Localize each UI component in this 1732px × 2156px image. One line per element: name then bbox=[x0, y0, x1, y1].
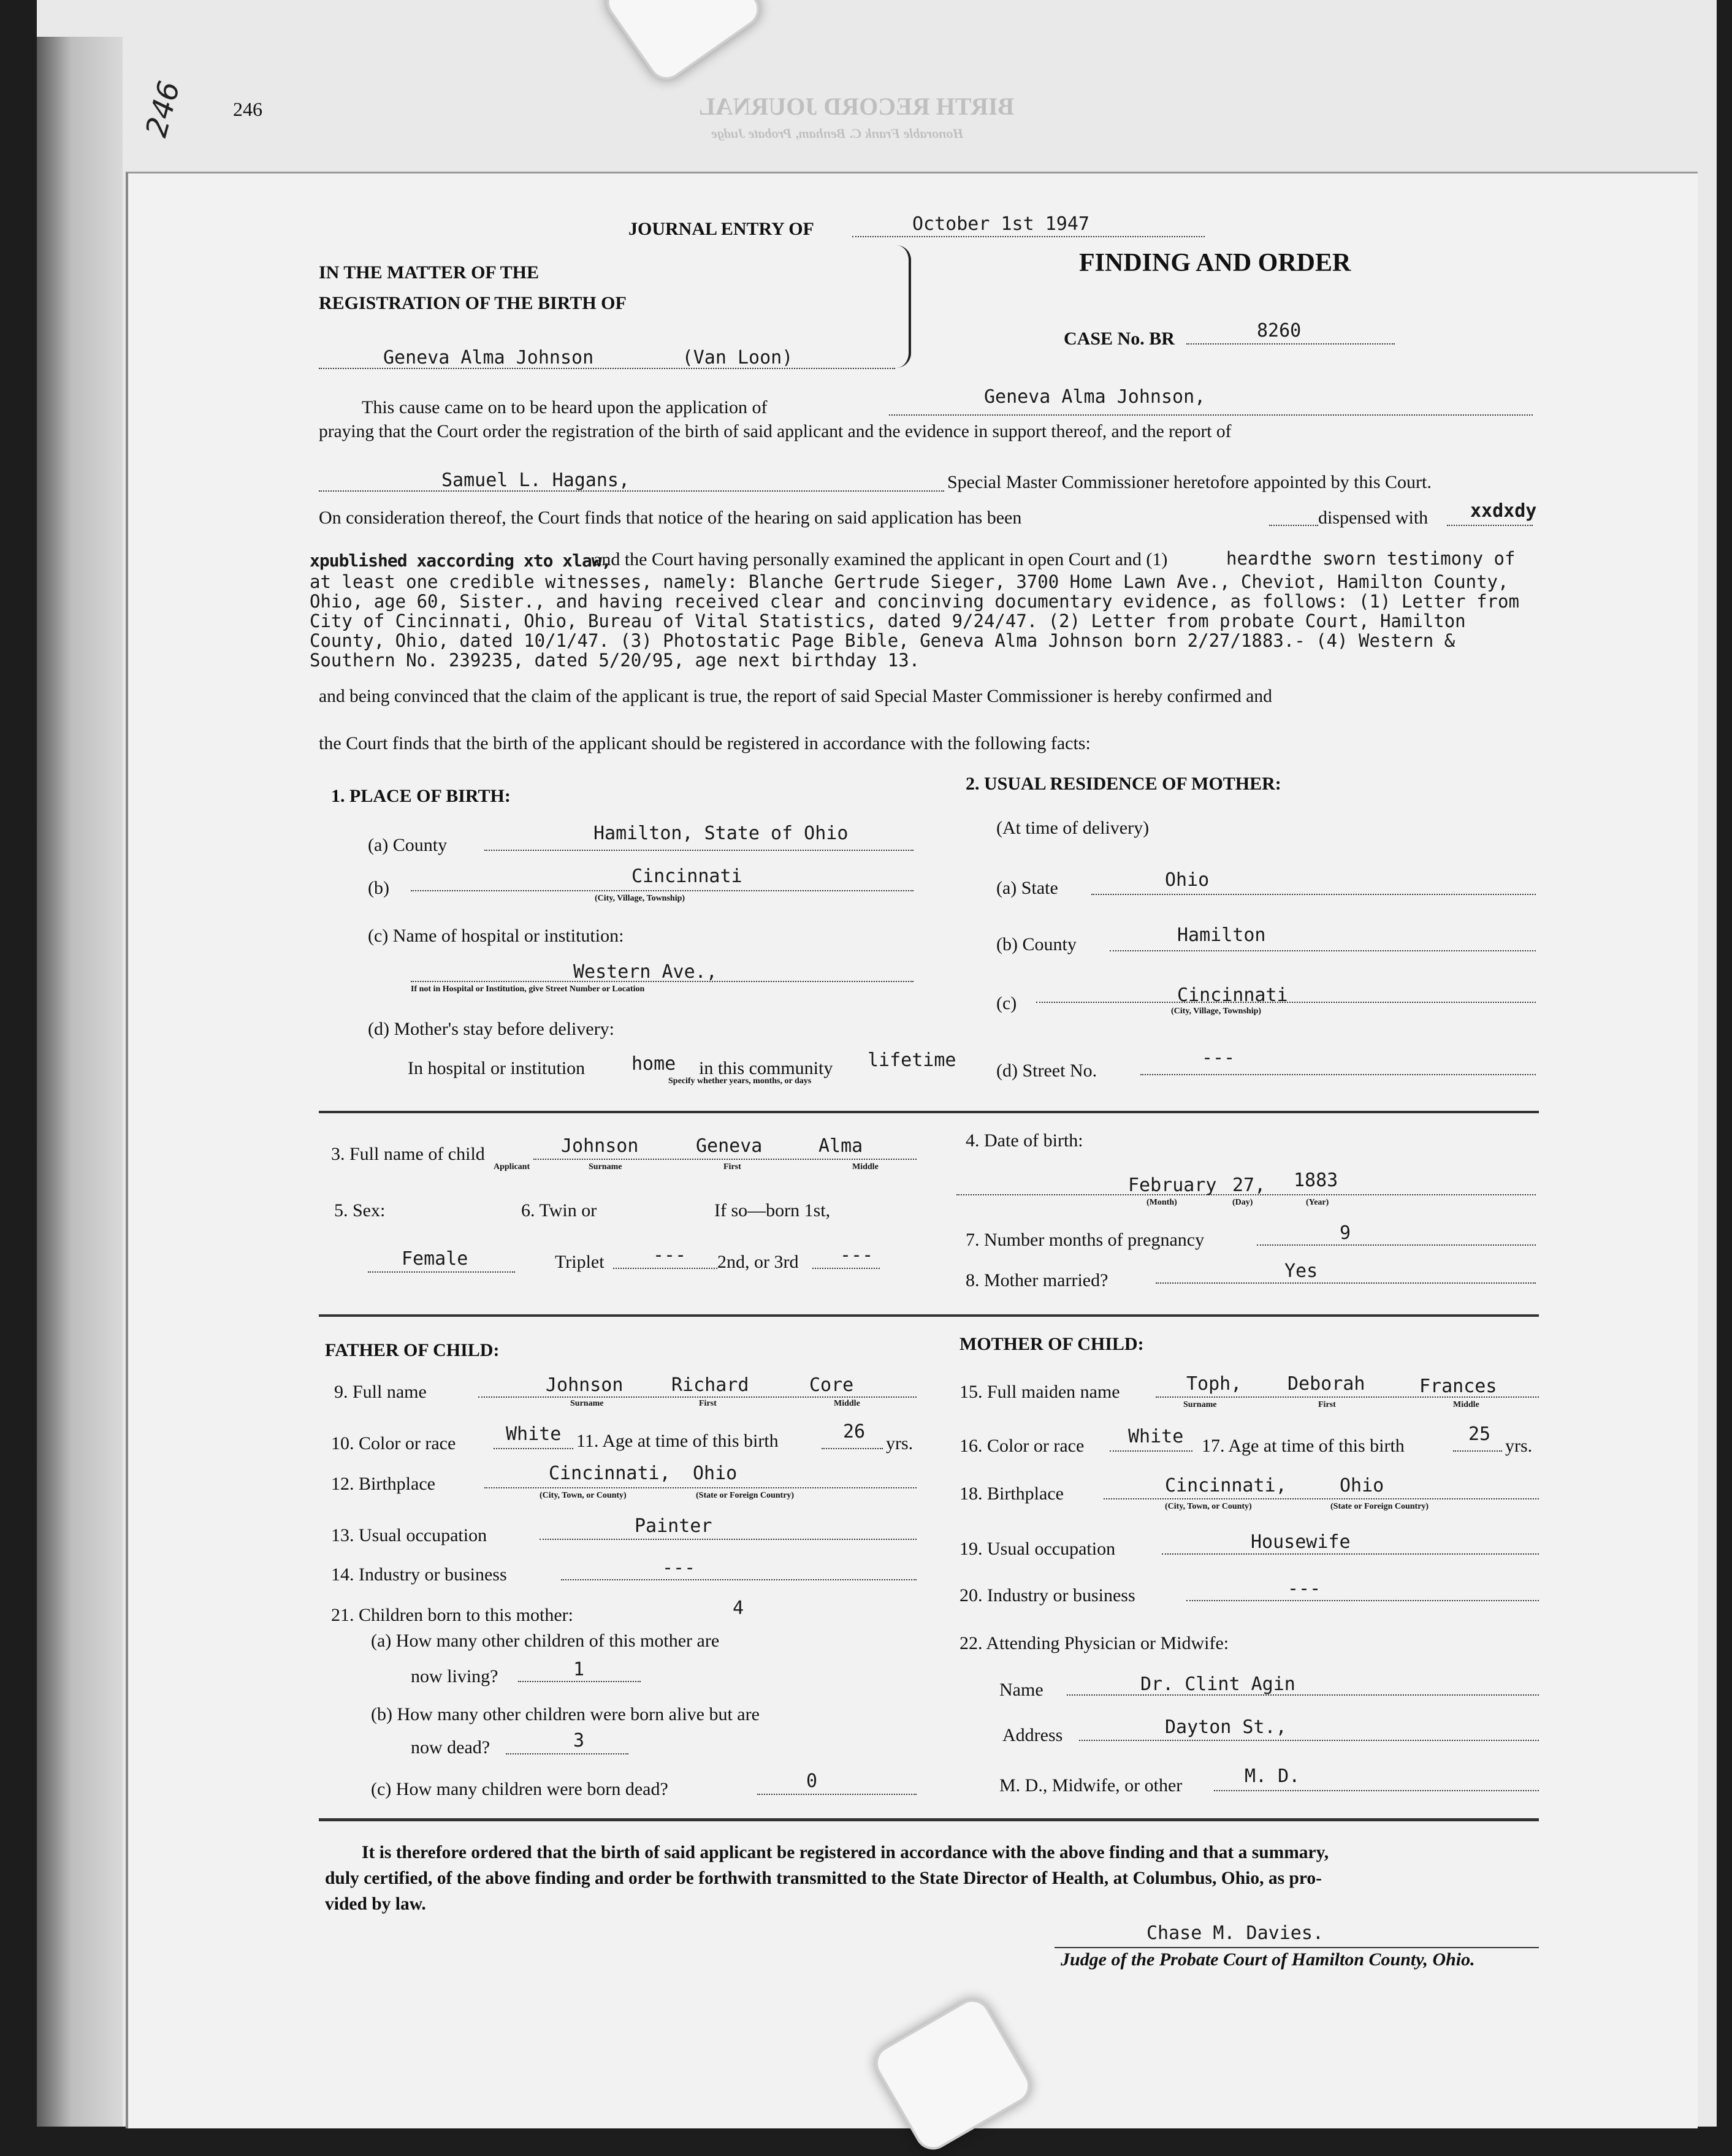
pob-city: Cincinnati bbox=[631, 866, 742, 887]
physician-label: 22. Attending Physician or Midwife: bbox=[959, 1633, 1229, 1653]
triplet-value: --- bbox=[653, 1244, 687, 1266]
mother-race-line bbox=[1110, 1450, 1192, 1452]
mother-birth-city: Cincinnati, bbox=[1165, 1475, 1287, 1496]
father-age-label: 11. Age at time of this birth bbox=[576, 1431, 779, 1451]
father-cap-first: First bbox=[699, 1399, 717, 1408]
order-line-2: duly certified, of the above finding and order be forthwith transmitted to the State Director of Health, at Columbus, Ohio, as pro- bbox=[325, 1868, 1322, 1888]
pob-county-line bbox=[484, 850, 914, 851]
father-occupation: Painter bbox=[635, 1515, 712, 1537]
res-county: Hamilton bbox=[1177, 924, 1266, 946]
pregnancy-line bbox=[1257, 1244, 1536, 1246]
children-a-label-1: (a) How many other children of this mother are bbox=[371, 1631, 720, 1651]
evidence-line-4: County, Ohio, dated 10/1/47. (3) Photostatic Page Bible, Geneva Alma Johnson born 2/27/1883.- (4) Western & bbox=[310, 630, 1455, 651]
place-of-birth-heading: 1. PLACE OF BIRTH: bbox=[331, 786, 511, 806]
mother-occupation-label: 19. Usual occupation bbox=[959, 1539, 1116, 1559]
res-city-caption: (City, Village, Township) bbox=[1171, 1007, 1262, 1016]
physician-name-label: Name bbox=[999, 1680, 1043, 1700]
pob-b-label: (b) bbox=[368, 878, 389, 898]
res-state-label: (a) State bbox=[996, 878, 1058, 898]
case-line bbox=[1186, 343, 1395, 345]
res-c-label: (c) bbox=[996, 993, 1017, 1013]
dob-label: 4. Date of birth: bbox=[966, 1130, 1083, 1151]
sex-line bbox=[368, 1271, 515, 1273]
father-cap-surname: Surname bbox=[570, 1399, 604, 1408]
physician-name: Dr. Clint Agin bbox=[1140, 1674, 1295, 1695]
journal-entry-date: October 1st 1947 bbox=[912, 213, 1089, 235]
pob-stay-community: lifetime bbox=[868, 1049, 956, 1071]
published-struck: xpublished xaccording xto xlaw, bbox=[310, 550, 611, 571]
mother-birthplace-label: 18. Birthplace bbox=[959, 1484, 1064, 1504]
matter-line-2: REGISTRATION OF THE BIRTH OF bbox=[319, 293, 627, 313]
commissioner-line bbox=[319, 490, 944, 492]
res-county-line bbox=[1110, 950, 1536, 951]
divider-2 bbox=[319, 1314, 1539, 1317]
children-a-line bbox=[518, 1681, 641, 1682]
res-state: Ohio bbox=[1165, 869, 1210, 891]
physician-md-label: M. D., Midwife, or other bbox=[999, 1775, 1183, 1796]
children-b-label-1: (b) How many other children were born alive but are bbox=[371, 1704, 760, 1724]
res-county-label: (b) County bbox=[996, 934, 1077, 954]
form-title: FINDING AND ORDER bbox=[1079, 249, 1351, 277]
physician-md-line bbox=[1214, 1790, 1539, 1791]
divider-1 bbox=[319, 1111, 1539, 1113]
mother-age-label: 17. Age at time of this birth bbox=[1202, 1436, 1405, 1456]
mother-industry: --- bbox=[1288, 1578, 1321, 1599]
child-name-line bbox=[533, 1159, 917, 1160]
mother-cap-surname: Surname bbox=[1183, 1400, 1217, 1409]
pregnancy-label: 7. Number months of pregnancy bbox=[966, 1230, 1205, 1250]
pob-hospital: Western Ave., bbox=[573, 961, 717, 983]
residence-at-time: (At time of delivery) bbox=[996, 818, 1150, 838]
having-text: and the Court having personally examined the applicant in open Court and (1) bbox=[593, 549, 1168, 569]
pob-stay-text: In hospital or institution bbox=[408, 1058, 586, 1078]
judge-title: Judge of the Probate Court of Hamilton County, Ohio. bbox=[1061, 1949, 1475, 1970]
children-b-label-2: now dead? bbox=[411, 1737, 490, 1758]
pob-stay-hospital: home bbox=[631, 1053, 676, 1075]
pregnancy-value: 9 bbox=[1340, 1222, 1351, 1244]
pob-hospital-caption: If not in Hospital or Institution, give Street Number or Location bbox=[411, 985, 645, 994]
father-name-label: 9. Full name bbox=[334, 1382, 427, 1402]
children-c-label: (c) How many children were born dead? bbox=[371, 1779, 668, 1799]
mother-cap-state: (State or Foreign Country) bbox=[1330, 1502, 1429, 1511]
dob-cap-month: (Month) bbox=[1146, 1198, 1177, 1207]
ifso-label: If so—born 1st, bbox=[714, 1200, 831, 1221]
dob-month: February bbox=[1128, 1175, 1217, 1196]
children-b-line bbox=[506, 1753, 628, 1754]
children-c-line bbox=[757, 1794, 917, 1795]
father-birthplace-label: 12. Birthplace bbox=[331, 1474, 435, 1494]
mother-race-label: 16. Color or race bbox=[959, 1436, 1085, 1456]
evidence-line-5: Southern No. 239235, dated 5/20/95, age next birthday 13. bbox=[310, 650, 920, 671]
divider-3 bbox=[319, 1818, 1539, 1821]
mother-industry-line bbox=[1186, 1600, 1539, 1601]
father-race-line bbox=[494, 1448, 573, 1449]
triplet-label: Triplet bbox=[555, 1252, 605, 1272]
res-street-label: (d) Street No. bbox=[996, 1061, 1097, 1081]
children-a-label-2: now living? bbox=[411, 1666, 498, 1686]
child-name-label: 3. Full name of child bbox=[331, 1144, 485, 1164]
sex-label: 5. Sex: bbox=[334, 1200, 386, 1221]
physician-name-line bbox=[1067, 1694, 1539, 1696]
matter-brace bbox=[896, 245, 911, 368]
cause-text: This cause came on to be heard upon the application of bbox=[362, 397, 768, 417]
father-occupation-line bbox=[540, 1539, 917, 1540]
res-street-line bbox=[1140, 1074, 1536, 1075]
judge-name: Chase M. Davies. bbox=[1146, 1922, 1324, 1944]
pob-city-caption: (City, Village, Township) bbox=[595, 894, 685, 903]
page-number: 246 bbox=[233, 98, 262, 120]
child-cap-first: First bbox=[723, 1162, 741, 1171]
pob-stay-caption: Specify whether years, months, or days bbox=[668, 1076, 812, 1086]
order-label: 2nd, or 3rd bbox=[717, 1252, 799, 1272]
mother-race: White bbox=[1128, 1426, 1184, 1447]
father-birthplace-line bbox=[484, 1487, 917, 1488]
journal-entry-label: JOURNAL ENTRY OF bbox=[628, 219, 814, 239]
margin-note: 246 bbox=[139, 77, 187, 141]
stacked-page-edges bbox=[37, 37, 123, 2127]
child-cap-middle: Middle bbox=[852, 1162, 879, 1171]
pob-hospital-label: (c) Name of hospital or institution: bbox=[368, 926, 624, 946]
child-first: Geneva bbox=[696, 1135, 763, 1157]
mother-first: Deborah bbox=[1288, 1373, 1365, 1395]
father-yrs: yrs. bbox=[886, 1433, 914, 1453]
mother-birthplace-line bbox=[1104, 1498, 1539, 1499]
children-c-value: 0 bbox=[806, 1770, 818, 1792]
dob-cap-year: (Year) bbox=[1306, 1198, 1329, 1207]
child-middle: Alma bbox=[818, 1135, 863, 1157]
order-value: --- bbox=[840, 1244, 874, 1266]
father-surname: Johnson bbox=[546, 1374, 624, 1396]
twin-label: 6. Twin or bbox=[521, 1200, 597, 1221]
physician-address: Dayton St., bbox=[1165, 1716, 1287, 1738]
applicant-name: Geneva Alma Johnson (Van Loon) bbox=[383, 347, 793, 368]
children-b-value: 3 bbox=[573, 1730, 585, 1751]
mother-name-label: 15. Full maiden name bbox=[959, 1382, 1120, 1402]
order-line-1: It is therefore ordered that the birth of said applicant be registered in accordance with the above finding and that a summary, bbox=[362, 1843, 1329, 1862]
children-total: 4 bbox=[733, 1598, 744, 1619]
children-a-value: 1 bbox=[573, 1659, 585, 1680]
ghost-header: BIRTH RECORD JOURNAL bbox=[699, 93, 1015, 120]
dob-cap-day: (Day) bbox=[1232, 1198, 1253, 1207]
mother-surname: Toph, bbox=[1186, 1373, 1242, 1395]
case-label: CASE No. BR bbox=[1064, 329, 1175, 349]
father-age-line bbox=[822, 1448, 883, 1449]
residence-heading: 2. USUAL RESIDENCE OF MOTHER: bbox=[966, 774, 1281, 794]
mother-middle: Frances bbox=[1419, 1376, 1497, 1397]
journal-entry-line bbox=[852, 236, 1205, 237]
father-cap-state: (State or Foreign Country) bbox=[696, 1491, 795, 1500]
judge-signature-line bbox=[1055, 1947, 1539, 1948]
father-birth-city: Cincinnati, bbox=[549, 1463, 671, 1484]
child-surname: Johnson bbox=[561, 1135, 639, 1157]
father-cap-middle: Middle bbox=[834, 1399, 860, 1408]
matter-line-1: IN THE MATTER OF THE bbox=[319, 262, 539, 283]
father-middle: Core bbox=[809, 1374, 854, 1396]
father-first: Richard bbox=[671, 1374, 749, 1396]
finds-text: the Court finds that the birth of the applicant should be registered in accordance with the following facts: bbox=[319, 733, 1091, 753]
mother-occupation-line bbox=[1162, 1553, 1539, 1555]
father-occupation-label: 13. Usual occupation bbox=[331, 1525, 487, 1545]
father-race: White bbox=[506, 1423, 562, 1445]
consideration-text: On consideration thereof, the Court finds that notice of the hearing on said application has been bbox=[319, 508, 1022, 528]
triplet-line bbox=[613, 1268, 717, 1269]
mother-birth-state: Ohio bbox=[1340, 1475, 1384, 1496]
mother-cap-first: First bbox=[1318, 1400, 1336, 1409]
mother-yrs: yrs. bbox=[1505, 1436, 1533, 1456]
struck-text: xxdxdy bbox=[1470, 500, 1537, 522]
father-age: 26 bbox=[843, 1421, 866, 1442]
child-cap-surname: Surname bbox=[589, 1162, 622, 1171]
evidence-line-3: City of Cincinnati, Ohio, Bureau of Vital Statistics, dated 9/24/47. (2) Letter from probate Court, Hamilton bbox=[310, 611, 1466, 631]
father-heading: FATHER OF CHILD: bbox=[325, 1340, 500, 1360]
sex-value: Female bbox=[402, 1248, 468, 1270]
case-number: 8260 bbox=[1257, 320, 1302, 341]
commissioner-suffix: Special Master Commissioner heretofore appointed by this Court. bbox=[947, 472, 1432, 492]
pob-stay-label: (d) Mother's stay before delivery: bbox=[368, 1019, 614, 1039]
physician-address-label: Address bbox=[1002, 1725, 1063, 1745]
child-cap-applicant: Applicant bbox=[494, 1162, 530, 1171]
mother-cap-city: (City, Town, or County) bbox=[1165, 1502, 1252, 1511]
order-line-3: vided by law. bbox=[325, 1894, 426, 1914]
pob-county: Hamilton, State of Ohio bbox=[593, 823, 849, 844]
physician-md: M. D. bbox=[1245, 1766, 1300, 1787]
commissioner-name: Samuel L. Hagans, bbox=[441, 470, 630, 491]
physician-address-line bbox=[1079, 1740, 1539, 1741]
ghost-subheader: Honorable Frank C. Benham, Probate Judge bbox=[711, 126, 964, 141]
convinced-text: and being convinced that the claim of the applicant is true, the report of said Special Master Commissioner is hereby confirmed and bbox=[319, 687, 1272, 706]
married-value: Yes bbox=[1284, 1260, 1318, 1282]
res-street: --- bbox=[1202, 1047, 1235, 1068]
consideration-line-2 bbox=[1447, 525, 1533, 526]
married-label: 8. Mother married? bbox=[966, 1270, 1108, 1290]
pob-stay-community-text: in this community bbox=[699, 1058, 833, 1078]
married-line bbox=[1156, 1282, 1536, 1284]
mother-industry-label: 20. Industry or business bbox=[959, 1585, 1135, 1606]
praying-text: praying that the Court order the registration of the birth of said applicant and the evidence in support thereof, and the report of bbox=[319, 422, 1232, 441]
father-race-label: 10. Color or race bbox=[331, 1433, 456, 1453]
consideration-line-1 bbox=[1269, 525, 1318, 526]
res-state-line bbox=[1091, 894, 1536, 895]
mother-occupation: Housewife bbox=[1251, 1531, 1351, 1553]
dob-day: 27, bbox=[1232, 1175, 1266, 1196]
mother-age: 25 bbox=[1468, 1423, 1491, 1445]
pob-city-line bbox=[411, 890, 914, 891]
dob-year: 1883 bbox=[1294, 1170, 1338, 1191]
father-industry-line bbox=[561, 1579, 917, 1580]
pob-county-label: (a) County bbox=[368, 835, 448, 855]
evidence-line-2: Ohio, age 60, Sister., and having received clear and concinving documentary evidence, as follows: (1) Letter from bbox=[310, 591, 1519, 612]
order-line bbox=[812, 1268, 880, 1269]
father-cap-city: (City, Town, or County) bbox=[540, 1491, 627, 1500]
mother-age-line bbox=[1453, 1450, 1502, 1452]
father-name-line bbox=[478, 1396, 917, 1398]
cause-applicant: Geneva Alma Johnson, bbox=[984, 386, 1206, 408]
evidence-line-0: heardthe sworn testimony of bbox=[1226, 548, 1516, 569]
father-industry-label: 14. Industry or business bbox=[331, 1564, 507, 1585]
dispensed-with: dispensed with bbox=[1318, 508, 1429, 528]
children-label: 21. Children born to this mother: bbox=[331, 1605, 573, 1625]
mother-cap-middle: Middle bbox=[1453, 1400, 1479, 1409]
father-birth-state: Ohio bbox=[693, 1463, 738, 1484]
evidence-line-1: at least one credible witnesses, namely: Blanche Gertrude Sieger, 3700 Home Lawn Ave., Cheviot, Hamilton County, bbox=[310, 571, 1509, 592]
father-industry: --- bbox=[662, 1557, 696, 1579]
mother-heading: MOTHER OF CHILD: bbox=[959, 1334, 1144, 1354]
cause-line bbox=[889, 414, 1533, 416]
res-city: Cincinnati bbox=[1177, 985, 1288, 1006]
